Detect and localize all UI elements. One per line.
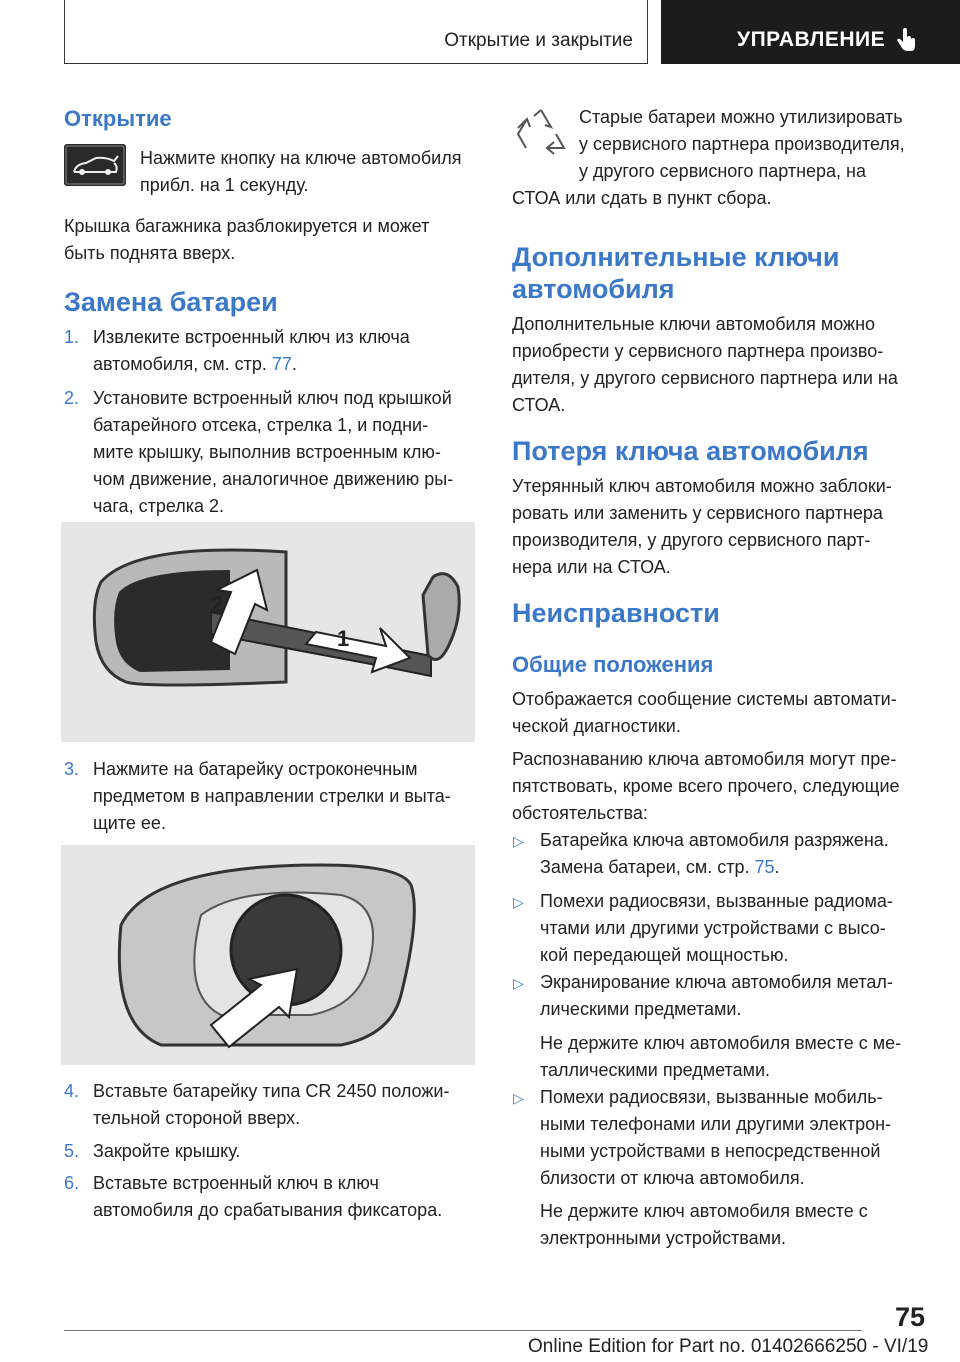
lost-key-text: Утерянный ключ автомобиля можно заблоки- [512, 476, 892, 496]
open-text-1: Нажмите кнопку на ключе автомобиля [140, 148, 462, 168]
footer-divider [64, 1330, 862, 1331]
arrow-label-2: 2 [211, 592, 224, 617]
bullet-icon: ▷ [513, 833, 524, 849]
step-text: автомобиля, см. стр. 77. [93, 354, 297, 374]
figure-key-blade [61, 522, 475, 742]
step-number: 3. [64, 759, 80, 779]
bullet-text: Помехи радиосвязи, вызванные радиома- [540, 891, 893, 911]
step-text: тельной стороной вверх. [93, 1108, 301, 1128]
bullet-text: ными устройствами в непосредственной [540, 1141, 881, 1161]
header-section-box [64, 0, 648, 64]
step-text: Вставьте встроенный ключ в ключ [93, 1173, 379, 1193]
bullet-text: Батарейка ключа автомобиля разряжена. [540, 830, 889, 850]
bullet-note: Не держите ключ автомобиля вместе с [540, 1201, 868, 1221]
bullet-text: Замена батареи, см. стр. 75. [540, 857, 780, 877]
battery-heading: Замена батареи [64, 287, 278, 317]
general-text: ческой диагностики. [512, 716, 681, 736]
step-number: 6. [64, 1173, 80, 1193]
step-text: чом движение, аналогичное движению ры- [93, 469, 454, 489]
step-text: Нажмите на батарейку остроконечным [93, 759, 418, 779]
recycle-text: у другого сервисного партнера, на [579, 161, 866, 181]
trunk-car-icon [64, 144, 126, 186]
trunk-text-1: Крышка багажника разблокируется и может [64, 216, 430, 236]
recycle-text: у сервисного партнера производителя, [579, 134, 905, 154]
recycle-icon [512, 104, 570, 162]
bullet-text: лическими предметами. [540, 999, 742, 1019]
bullet-text: чтами или другими устройствами с высо- [540, 918, 886, 938]
bullet-text: Помехи радиосвязи, вызванные мобиль- [540, 1087, 883, 1107]
chapter-tab[interactable] [661, 0, 960, 64]
step-text: батарейного отсека, стрелка 1, и подни- [93, 415, 429, 435]
extra-keys-text: дителя, у другого сервисного партнера или на [512, 368, 898, 388]
bullet-text: Экранирование ключа автомобиля метал- [540, 972, 893, 992]
trunk-text-2: быть поднята вверх. [64, 243, 236, 263]
faults-heading: Неисправности [512, 598, 720, 628]
step-text: предметом в направлении стрелки и выта- [93, 786, 451, 806]
lost-key-heading: Потеря ключа автомобиля [512, 436, 869, 466]
page-link[interactable]: 75 [754, 857, 775, 877]
general-text: обстоятельства: [512, 803, 648, 823]
figure-battery-removal [61, 845, 475, 1065]
general-text: Распознаванию ключа автомобиля могут пре- [512, 749, 897, 769]
step-number: 1. [64, 327, 80, 347]
bullet-text: близости от ключа автомобиля. [540, 1168, 805, 1188]
step-text: Установите встроенный ключ под крышкой [93, 388, 452, 408]
step-number: 2. [64, 388, 80, 408]
edition-text: Online Edition for Part no. 01402666250 - VI/19 [528, 1336, 929, 1357]
open-heading: Открытие [64, 106, 172, 131]
bullet-icon: ▷ [513, 1090, 524, 1106]
extra-keys-text: приобрести у сервисного партнера произво- [512, 341, 884, 361]
chapter-label: УПРАВЛЕНИЕ [737, 28, 886, 51]
general-heading: Общие положения [512, 652, 714, 677]
step-text: чага, стрелка 2. [93, 496, 225, 516]
bullet-note: электронными устройствами. [540, 1228, 787, 1248]
step-text: Закройте крышку. [93, 1141, 241, 1161]
bullet-icon: ▷ [513, 975, 524, 991]
step-number: 5. [64, 1141, 80, 1161]
open-text-2: прибл. на 1 секунду. [140, 175, 309, 195]
step-text: Вставьте батарейку типа CR 2450 положи- [93, 1081, 450, 1101]
extra-keys-heading: автомобиля [512, 274, 675, 304]
general-text: Отображается сообщение системы автомати- [512, 689, 897, 709]
step-text: автомобиля до срабатывания фиксатора. [93, 1200, 443, 1220]
step-number: 4. [64, 1081, 80, 1101]
step-text: мите крышку, выполнив встроенным клю- [93, 442, 441, 462]
page-link[interactable]: 77 [271, 354, 292, 374]
lost-key-text: производителя, у другого сервисного парт- [512, 530, 871, 550]
extra-keys-text: СТОА. [512, 395, 566, 415]
section-title: Открытие и закрытие [444, 30, 633, 51]
page-number: 75 [895, 1302, 926, 1332]
step-text: щите ее. [93, 813, 166, 833]
extra-keys-text: Дополнительные ключи автомобиля можно [512, 314, 876, 334]
arrow-label-1: 1 [337, 626, 350, 651]
lost-key-text: нера или на СТОА. [512, 557, 671, 577]
bullet-text: кой передающей мощностью. [540, 945, 789, 965]
general-text: пятствовать, кроме всего прочего, следующие [512, 776, 900, 796]
extra-keys-heading: Дополнительные ключи [512, 242, 840, 272]
bullet-note: Не держите ключ автомобиля вместе с ме- [540, 1033, 902, 1053]
bullet-icon: ▷ [513, 894, 524, 910]
bullet-text: ными телефонами или другими электрон- [540, 1114, 892, 1134]
lost-key-text: ровать или заменить у сервисного партнера [512, 503, 883, 523]
recycle-text: Старые батареи можно утилизировать [579, 107, 903, 127]
bullet-note: таллическими предметами. [540, 1060, 771, 1080]
recycle-text: СТОА или сдать в пункт сбора. [512, 188, 772, 208]
hand-pointer-icon [895, 28, 917, 52]
step-text: Извлеките встроенный ключ из ключа [93, 327, 410, 347]
